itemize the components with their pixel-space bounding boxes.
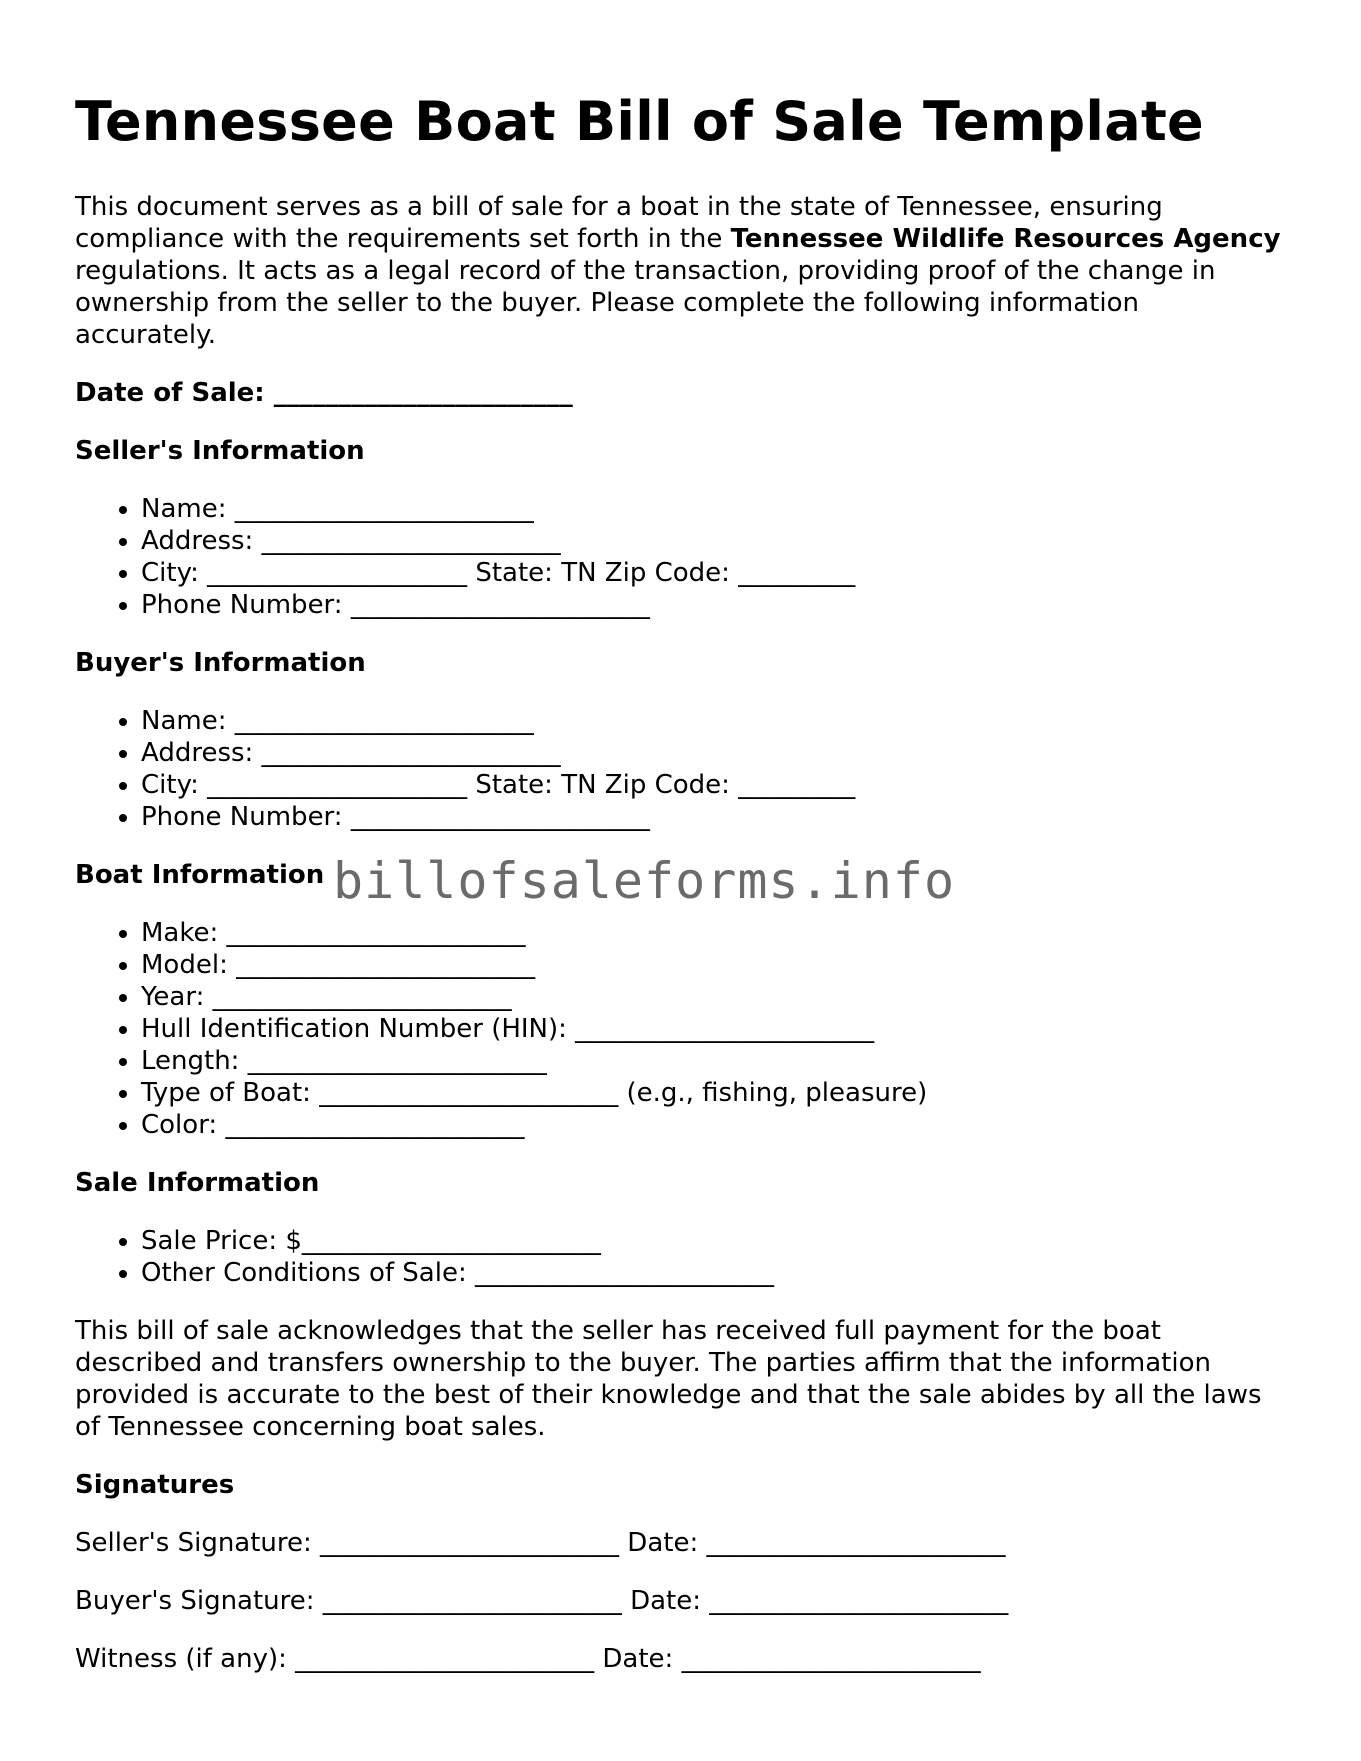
buyer-heading: Buyer's Information (75, 647, 366, 678)
page-title: Tennessee Boat Bill of Sale Template (75, 90, 1204, 153)
signatures-heading: Signatures (75, 1469, 235, 1500)
boat-hin-field: • Hull Identification Number (HIN): _______________________ (141, 1013, 1285, 1045)
boat-length-field: • Length: _______________________ (141, 1045, 1285, 1077)
buyer-phone-field: • Phone Number: _______________________ (141, 801, 1285, 833)
buyer-info-list (75, 705, 1285, 833)
witness-signature-line: Witness (if any): _______________________ Date: _______________________ (75, 1643, 981, 1674)
seller-phone-field: • Phone Number: _______________________ (141, 589, 1285, 621)
buyer-signature-line: Buyer's Signature: _______________________ Date: _______________________ (75, 1585, 1009, 1616)
sale-conditions-field: • Other Conditions of Sale: _______________________ (141, 1257, 1285, 1289)
seller-signature-line: Seller's Signature: _______________________ Date: _______________________ (75, 1527, 1006, 1558)
seller-name-field: • Name: _______________________ (141, 493, 1285, 525)
boat-year-field: • Year: _______________________ (141, 981, 1285, 1013)
intro-paragraph (75, 191, 1285, 351)
boat-color-field: • Color: _______________________ (141, 1109, 1285, 1141)
boat-make-field: • Make: _______________________ (141, 917, 1285, 949)
watermark-text: billofsaleforms.info (333, 852, 956, 910)
intro-agency-name: Tennessee Wildlife Resources Agency (730, 223, 1281, 254)
closing-paragraph: This bill of sale acknowledges that the seller has received full payment for the boat described and transfers ownership to the buyer. The parties affirm that the information provided is accurate to the best of their knowledge and that the sale abides by all the laws of Tennessee concerning boat sales. (75, 1315, 1262, 1442)
buyer-name-field: • Name: _______________________ (141, 705, 1285, 737)
buyer-city-field: • City: ____________________ State: TN Zip Code: _________ (141, 769, 1285, 801)
intro-text-end: regulations. It acts as a legal record of the transaction, providing proof of the change in ownership from the seller to the buyer. Please complete the following information accurately. (75, 255, 1216, 350)
seller-city-field: • City: ____________________ State: TN Zip Code: _________ (141, 557, 1285, 589)
sale-info-list (75, 1225, 1285, 1289)
boat-type-field: • Type of Boat: _______________________ (e.g., fishing, pleasure) (141, 1077, 1285, 1109)
boat-info-list (75, 917, 1285, 1141)
date-of-sale-field: Date of Sale: _______________________ (75, 377, 573, 408)
seller-address-field: • Address: _______________________ (141, 525, 1285, 557)
boat-heading: Boat Information (75, 859, 325, 890)
intro-text-start: This document serves as a bill of sale for a boat in the state of Tennessee, ensuring compliance with the requirements set forth in the (75, 191, 1163, 254)
boat-model-field: • Model: _______________________ (141, 949, 1285, 981)
buyer-address-field: • Address: _______________________ (141, 737, 1285, 769)
sale-price-field: • Sale Price: $_______________________ (141, 1225, 1285, 1257)
sale-heading: Sale Information (75, 1167, 320, 1198)
seller-heading: Seller's Information (75, 435, 365, 466)
seller-info-list (75, 493, 1285, 621)
